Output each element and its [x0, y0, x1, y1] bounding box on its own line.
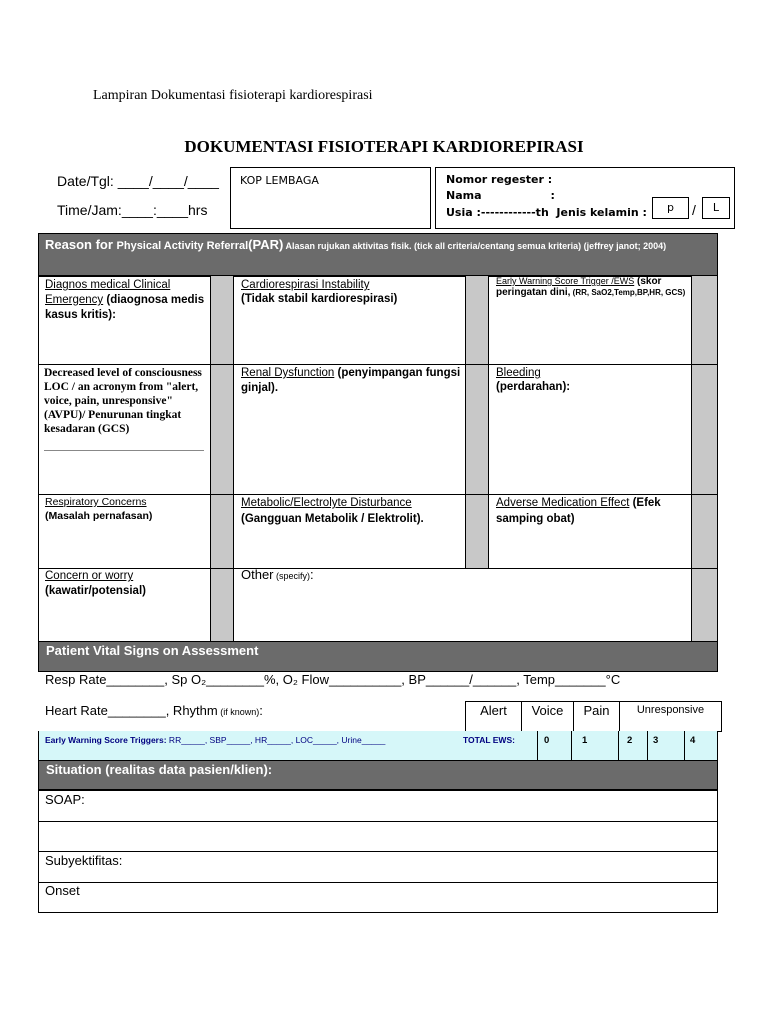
- total-ews-label: TOTAL EWS:: [463, 735, 515, 745]
- subyektifitas-label: Subyektifitas:: [45, 853, 123, 868]
- ews-trigger-params: (RR, SaO2,Temp,BP,HR, GCS): [570, 288, 686, 297]
- bleeding-label: Bleeding: [496, 367, 541, 379]
- soap-row-blank[interactable]: [40, 823, 716, 849]
- caption: Lampiran Dokumentasi fisioterapi kardiorespirasi: [93, 88, 373, 103]
- ews-triggers[interactable]: [45, 735, 385, 745]
- cell-other[interactable]: [241, 568, 681, 583]
- checkbox-col-3[interactable]: [691, 276, 718, 642]
- sex-l: L: [712, 201, 720, 214]
- heart-rate-text: Heart Rate________, Rhythm: [45, 703, 218, 718]
- page-title: DOKUMENTASI FISIOTERAPI KARDIOREPIRASI: [184, 137, 584, 156]
- metabolic-desc: (Gangguan Metabolik / Elektrolit).: [241, 513, 424, 525]
- renal-label: Renal Dysfunction: [241, 367, 335, 379]
- cell-cardio-instability: [241, 278, 463, 306]
- rhythm-colon: :: [259, 703, 263, 718]
- reason-lead3: (PAR): [248, 237, 284, 252]
- ews-fields: RR_____, SBP_____, HR_____, LOC_____, Urine_____: [166, 735, 386, 745]
- avpu-voice: Voice: [531, 703, 564, 718]
- checkbox-col-2[interactable]: [465, 276, 489, 569]
- usia-jenis-kelamin: Usia :------------th Jenis kelamin :: [446, 206, 647, 219]
- reason-lead: Reason for: [45, 237, 117, 252]
- vitals-band: Patient Vital Signs on Assessment: [38, 641, 718, 672]
- cardio-instability-label: Cardiorespirasi Instability: [241, 279, 370, 291]
- cell-ews-trigger: [496, 276, 688, 298]
- cell-metabolic: [241, 495, 463, 527]
- respiratory-label: Respiratory Concerns: [45, 496, 147, 508]
- patient-id-box: [435, 167, 735, 229]
- respiratory-desc: (Masalah pernafasan): [45, 510, 153, 522]
- other-specify: (specify): [273, 571, 311, 581]
- onset-label: Onset: [45, 883, 80, 898]
- avpu-pain: Pain: [583, 703, 610, 718]
- avpu-pain-box[interactable]: [573, 701, 620, 732]
- kop-lembaga-label: KOP LEMBAGA: [240, 174, 319, 187]
- rhythm-hint: (if known): [217, 707, 260, 717]
- score-4[interactable]: 4: [690, 735, 696, 746]
- other-colon: :: [310, 567, 314, 582]
- adverse-medication-label: Adverse Medication Effect: [496, 497, 630, 509]
- reason-rest: Alasan rujukan aktivitas fisik. (tick all criteria/centang semua kriteria) (jeffrey janot; 2004): [283, 241, 667, 251]
- clinical-emergency-desc: (diaognosa medis kasus kritis):: [45, 294, 205, 321]
- date-field[interactable]: Date/Tgl: ____/____/____: [57, 173, 219, 189]
- cell-decreased-loc: [44, 366, 206, 436]
- checkbox-col-1[interactable]: [210, 276, 234, 642]
- ews-trigger-desc: (skor peringatan dini,: [496, 276, 662, 298]
- avpu-alert-box[interactable]: [465, 701, 522, 732]
- kop-lembaga-box: [230, 167, 431, 229]
- other-label: Other: [241, 567, 274, 582]
- cell-renal: [241, 366, 463, 396]
- cell-adverse-medication: [496, 495, 688, 527]
- score-3[interactable]: 3: [653, 735, 659, 746]
- decreased-loc-text: Decreased level of consciousness LOC / an acronym from "alert, voice, pain, unresponsive" (AVPU)/ Penurunan tingkat kesadaran (GCS): [44, 367, 202, 435]
- ews-trigger-label: Early Warning Score Trigger /EWS: [496, 276, 635, 286]
- cell-bleeding: [496, 366, 688, 394]
- concern-desc: (kawatir/potensial): [45, 585, 146, 597]
- adverse-medication-desc: (Efek samping obat): [496, 497, 661, 525]
- bleeding-desc: (perdarahan):: [496, 381, 571, 393]
- reason-band: [38, 233, 718, 276]
- avpu-alert: Alert: [480, 703, 507, 718]
- cell-respiratory: [45, 495, 207, 523]
- avpu-voice-box[interactable]: [521, 701, 574, 732]
- avpu-unresponsive: Unresponsive: [636, 704, 705, 716]
- cell-clinical-emergency: [45, 278, 207, 323]
- sex-slash: /: [692, 202, 696, 218]
- clinical-emergency-label: Diagnos medical Clinical Emergency: [45, 279, 171, 306]
- cell-concern: [45, 569, 207, 599]
- concern-label: Concern or worry: [45, 570, 134, 582]
- reason-lead2: Physical Activity Referral: [116, 240, 249, 252]
- sex-l-box[interactable]: [702, 197, 730, 219]
- nomor-register: Nomor regester :: [446, 173, 553, 186]
- heart-rate-line[interactable]: [45, 703, 263, 718]
- avpu-unresponsive-box[interactable]: [619, 701, 722, 732]
- vitals-line-1[interactable]: Resp Rate________, Sp O₂________%, O₂ Flow__________, BP______/______, Temp_______°C: [45, 672, 621, 687]
- renal-desc: (penyimpangan fungsi ginjal).: [241, 367, 461, 394]
- score-2[interactable]: 2: [627, 735, 633, 746]
- sex-p-box[interactable]: [652, 197, 689, 219]
- soap-label: SOAP:: [45, 792, 85, 807]
- time-field[interactable]: Time/Jam:____:____hrs: [57, 202, 208, 218]
- cardio-instability-desc: (Tidak stabil kardiorespirasi): [241, 293, 398, 305]
- sex-p: p: [667, 201, 674, 214]
- score-0[interactable]: 0: [544, 735, 550, 746]
- metabolic-label: Metabolic/Electrolyte Disturbance: [241, 497, 412, 509]
- nama: Nama :: [446, 189, 555, 202]
- score-1[interactable]: 1: [582, 735, 588, 746]
- situation-band: Situation (realitas data pasien/klien):: [38, 760, 718, 790]
- ews-label: Early Warning Score Triggers:: [45, 735, 167, 745]
